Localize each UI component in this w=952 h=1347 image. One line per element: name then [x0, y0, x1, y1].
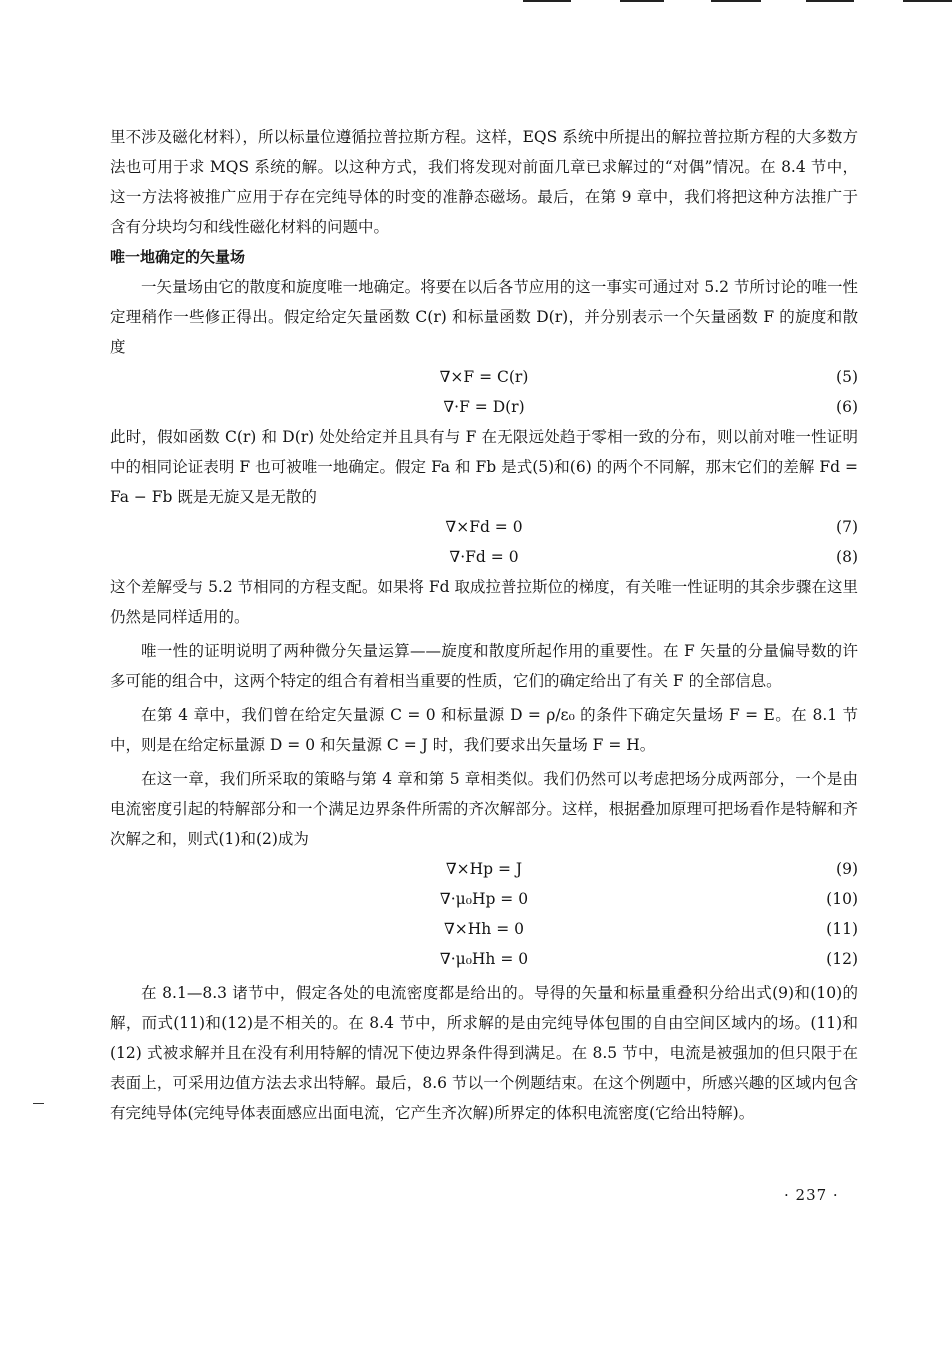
- paragraph-4: 这个差解受与 5.2 节相同的方程支配。如果将 Fd 取成拉普拉斯位的梯度，有关唯一性证明的其余步骤在这里仍然是同样适用的。: [110, 578, 858, 626]
- equation-6: [110, 392, 858, 422]
- equation-9: [110, 854, 858, 884]
- equation-expression: ∇×Hh = 0: [443, 920, 524, 938]
- paragraph-1: 里不涉及磁化材料），所以标量位遵循拉普拉斯方程。这样，EQS 系统中所提出的解拉普拉斯方程的大多数方法也可用于求 MQS 系统的解。以这种方式，我们将发现对前面几章已求解过的“对偶”情况。在 8.4 节中，这一方法将被推广应用于存在完纯导体的时变的准静态磁场。最后，在第 9 章中，我们将把这种方法推广于含有分块均匀和线性磁化材料的问题中。: [110, 128, 858, 236]
- scan-edge-line: [711, 0, 761, 2]
- equation-number: (5): [836, 368, 858, 386]
- scan-edge-line: [903, 0, 952, 2]
- equation-expression: ∇·F = D(r): [443, 398, 525, 416]
- scan-edge-line: [806, 0, 854, 2]
- equation-11: [110, 914, 858, 944]
- paragraph-8: 在 8.1—8.3 诸节中，假定各处的电流密度都是给出的。导得的矢量和标量重叠积分给出式(9)和(10)的解，而式(11)和(12)是不相关的。在 8.4 节中，所求解的是由完纯导体包围的自由空间区域内的场。(11)和 (12) 式被求解并且在没有利用特解的情况下使边界条件得到满足。在 8.5 节中，电流是被强加的但只限于在表面上，可采用边值方法去求出特解。最后，8.6 节以一个例题结束。在这个例题中，所感兴趣的区域内包含有完纯导体(完纯导体表面感应出面电流，它产生齐次解)所界定的体积电流密度(它给出特解)。: [110, 984, 858, 1122]
- equation-expression: ∇·μ₀Hh = 0: [439, 950, 529, 968]
- equation-10: [110, 884, 858, 914]
- equation-number: (8): [836, 548, 858, 566]
- page-body: [110, 122, 858, 1128]
- paragraph-6: 在第 4 章中，我们曾在给定矢量源 C = 0 和标量源 D = ρ/ε₀ 的条件下确定矢量场 F = E。在 8.1 节中，则是在给定标量源 D = 0 和矢量源 C = J 时，我们要求出矢量场 F = H。: [110, 706, 858, 754]
- equation-number: (9): [836, 860, 858, 878]
- equation-number: (12): [826, 950, 858, 968]
- equation-5: [110, 362, 858, 392]
- scan-edge-line: [523, 0, 571, 2]
- equation-expression: ∇×Fd = 0: [445, 518, 523, 536]
- paragraph-7: 在这一章，我们所采取的策略与第 4 章和第 5 章相类似。我们仍然可以考虑把场分成两部分，一个是由电流密度引起的特解部分和一个满足边界条件所需的齐次解部分。这样，根据叠加原理可把场看作是特解和齐次解之和，则式(1)和(2)成为: [110, 770, 858, 848]
- equation-expression: ∇·Fd = 0: [449, 548, 519, 566]
- margin-mark: [33, 1103, 44, 1104]
- equation-number: (6): [836, 398, 858, 416]
- paragraph-5: 唯一性的证明说明了两种微分矢量运算——旋度和散度所起作用的重要性。在 F 矢量的分量偏导数的许多可能的组合中，这两个特定的组合有着相当重要的性质，它们的确定给出了有关 F 的全部信息。: [110, 642, 858, 690]
- section-heading: 唯一地确定的矢量场: [110, 248, 246, 266]
- equation-expression: ∇×F = C(r): [439, 368, 529, 386]
- scan-edge-line: [620, 0, 664, 2]
- equation-expression: ∇·μ₀Hp = 0: [439, 890, 529, 908]
- equation-number: (10): [826, 890, 858, 908]
- equation-number: (7): [836, 518, 858, 536]
- equation-expression: ∇×Hp = J: [445, 860, 523, 878]
- equation-7: [110, 512, 858, 542]
- paragraph-3: 此时，假如函数 C(r) 和 D(r) 处处给定并且具有与 F 在无限远处趋于零相一致的分布，则以前对唯一性证明中的相同论证表明 F 也可被唯一地确定。假定 Fa 和 Fb 是式(5)和(6) 的两个不同解，那末它们的差解 Fd = Fa − Fb 既是无旋又是无散的: [110, 428, 858, 506]
- equation-12: [110, 944, 858, 974]
- equation-8: [110, 542, 858, 572]
- page-number: · 237 ·: [784, 1186, 839, 1204]
- equation-number: (11): [826, 920, 858, 938]
- paragraph-2: 一矢量场由它的散度和旋度唯一地确定。将要在以后各节应用的这一事实可通过对 5.2 节所讨论的唯一性定理稍作一些修正得出。假定给定矢量函数 C(r) 和标量函数 D(r)，并分别表示一个矢量函数 F 的旋度和散度: [110, 278, 858, 356]
